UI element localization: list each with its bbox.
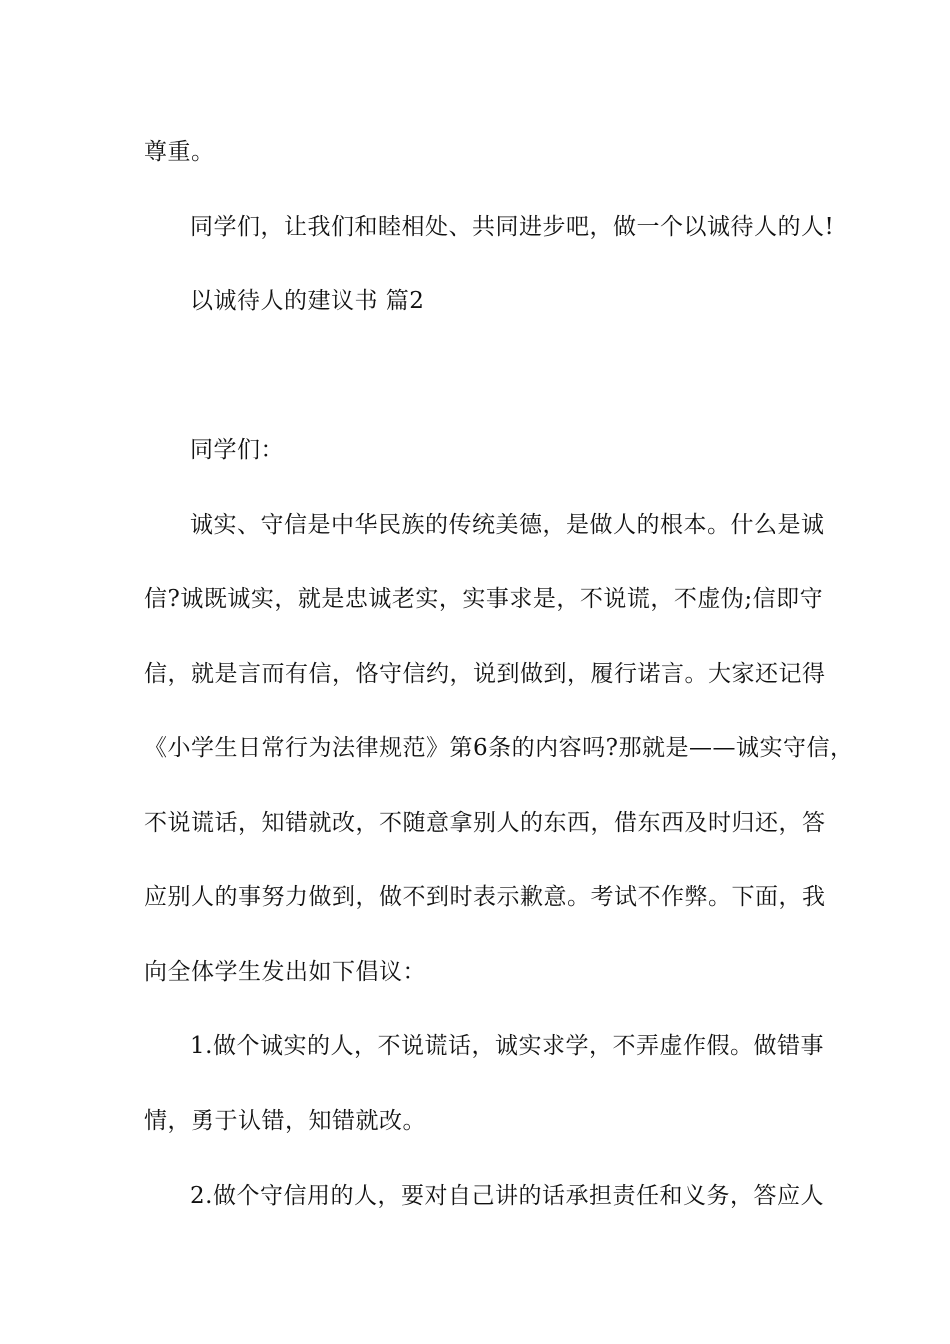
paragraph-line: 诚实、守信是中华民族的传统美德，是做人的根本。什么是诚 (190, 512, 825, 538)
paragraph-line: 向全体学生发出如下倡议： (144, 959, 426, 985)
paragraph-line: 尊重。 (144, 139, 215, 165)
list-item-line: 2.做个守信用的人，要对自己讲的话承担责任和义务，答应人 (190, 1183, 824, 1209)
salutation: 同学们： (190, 437, 284, 463)
paragraph-line: 同学们，让我们和睦相处、共同进步吧，做一个以诚待人的人! (190, 214, 835, 240)
paragraph-line: 应别人的事努力做到，做不到时表示歉意。考试不作弊。下面，我 (144, 884, 826, 910)
section-heading: 以诚待人的建议书 篇2 (190, 288, 425, 314)
paragraph-line: 不说谎话，知错就改，不随意拿别人的东西，借东西及时归还，答 (144, 810, 826, 836)
paragraph-line: 《小学生日常行为法律规范》第6条的内容吗?那就是——诚实守信， (144, 735, 854, 761)
list-item-line: 情，勇于认错，知错就改。 (144, 1108, 426, 1134)
paragraph-line: 信?诚既诚实，就是忠诚老实，实事求是，不说谎，不虚伪;信即守 (144, 586, 824, 612)
list-item-line: 1.做个诚实的人，不说谎话，诚实求学，不弄虚作假。做错事 (190, 1033, 824, 1059)
paragraph-line: 信，就是言而有信，恪守信约，说到做到，履行诺言。大家还记得 (144, 661, 826, 687)
